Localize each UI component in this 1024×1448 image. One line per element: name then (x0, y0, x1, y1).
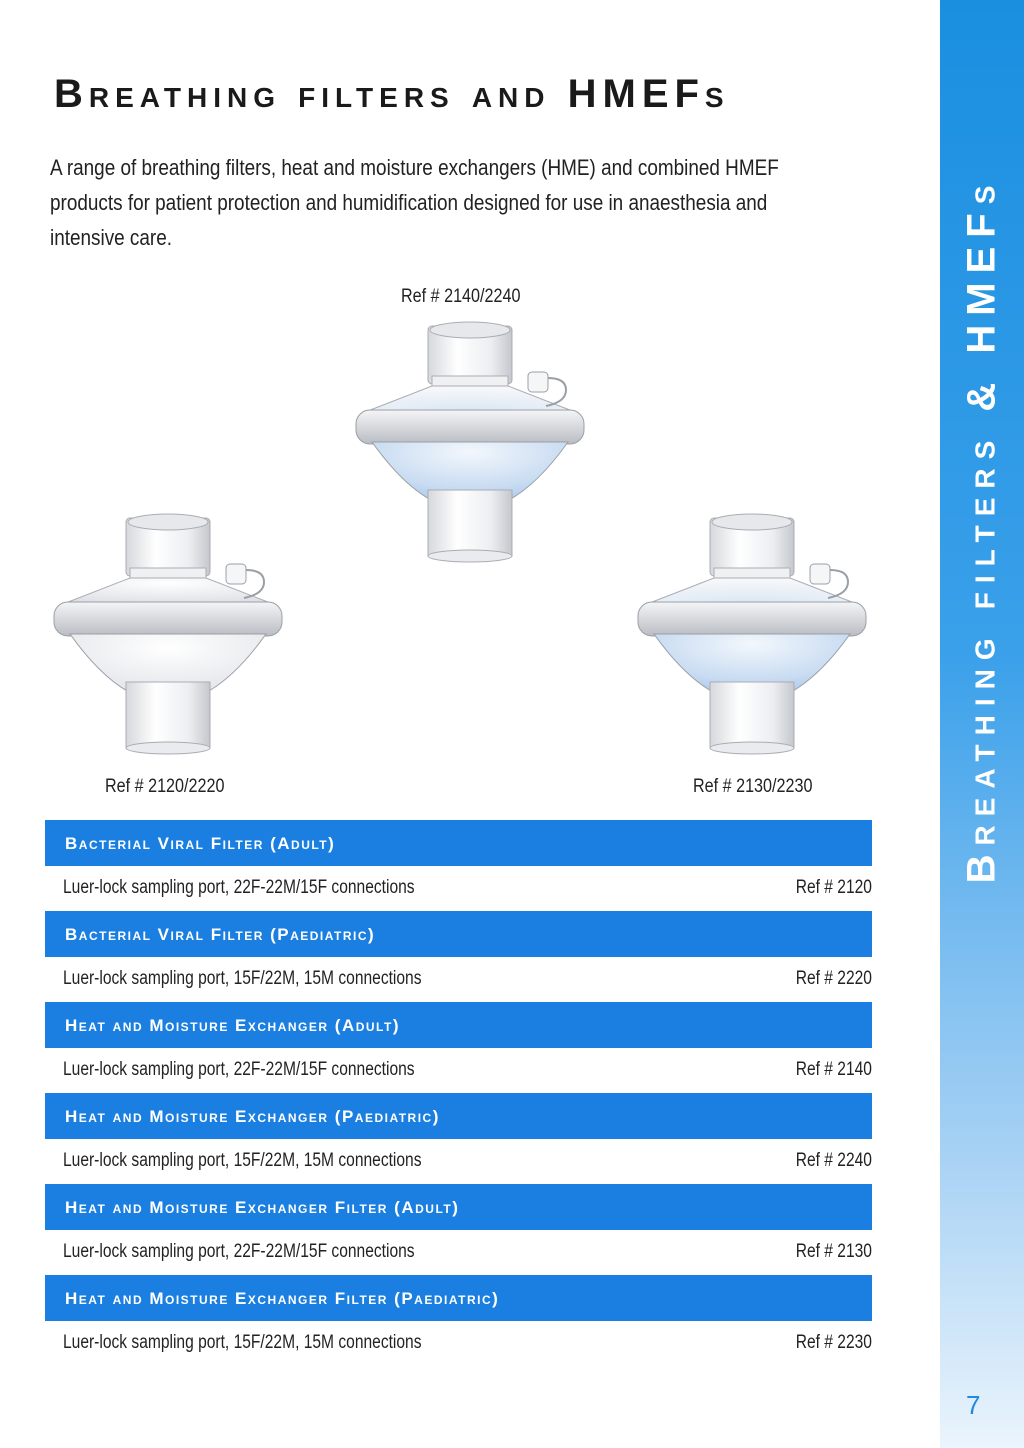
product-ref: Ref # 2130 (795, 1241, 872, 1262)
product-description: Luer-lock sampling port, 15F/22M, 15M connections (63, 968, 422, 989)
product-row (45, 957, 872, 1002)
product-description: Luer-lock sampling port, 22F-22M/15F connections (63, 1241, 415, 1262)
product-row (45, 1048, 872, 1093)
product-description: Luer-lock sampling port, 22F-22M/15F connections (63, 877, 415, 898)
page-title: Breathing filters and HMEFs (54, 72, 730, 116)
product-description: Luer-lock sampling port, 22F-22M/15F connections (63, 1059, 415, 1080)
product-row (45, 1230, 872, 1275)
intro-text: A range of breathing filters, heat and moisture exchangers (HME) and combined HMEF products for patient protection and humidification designed for use in anaesthesia and intensive care. (50, 155, 779, 250)
product-row (45, 866, 872, 911)
sidebar-title: Breathing filters & HMEFs (959, 176, 1004, 884)
product-row (45, 1139, 872, 1184)
product-ref: Ref # 2230 (795, 1332, 872, 1353)
product-table (45, 820, 872, 1366)
product-ref-label: Ref # 2140/2240 (401, 286, 521, 307)
product-description: Luer-lock sampling port, 15F/22M, 15M connections (63, 1150, 422, 1171)
product-ref: Ref # 2240 (795, 1150, 872, 1171)
hmef-filter-image (632, 512, 872, 762)
section-heading: Bacterial Viral Filter (Adult) (45, 820, 872, 866)
page-number: 7 (966, 1390, 981, 1420)
product-description: Luer-lock sampling port, 15F/22M, 15M connections (63, 1332, 422, 1353)
product-ref: Ref # 2140 (795, 1059, 872, 1080)
section-heading: Heat and Moisture Exchanger (Adult) (45, 1002, 872, 1048)
section-heading: Heat and Moisture Exchanger (Paediatric) (45, 1093, 872, 1139)
product-ref: Ref # 2220 (795, 968, 872, 989)
section-heading: Heat and Moisture Exchanger Filter (Paediatric) (45, 1275, 872, 1321)
product-ref-label: Ref # 2120/2220 (105, 776, 225, 797)
section-heading: Bacterial Viral Filter (Paediatric) (45, 911, 872, 957)
product-ref-label: Ref # 2130/2230 (693, 776, 813, 797)
hme-filter-image (350, 320, 590, 570)
section-heading: Heat and Moisture Exchanger Filter (Adult) (45, 1184, 872, 1230)
bacterial-viral-filter-image (48, 512, 288, 762)
product-ref: Ref # 2120 (795, 877, 872, 898)
product-row (45, 1321, 872, 1366)
